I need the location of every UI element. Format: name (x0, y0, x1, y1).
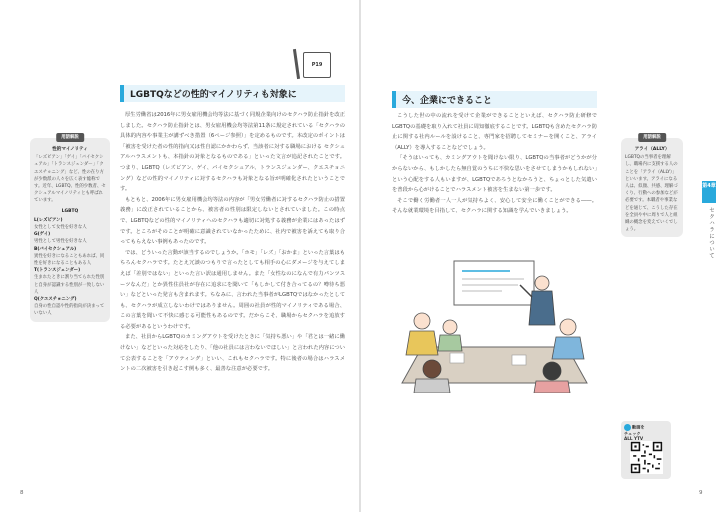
meeting-illustration (392, 255, 597, 393)
glossary-tag: 用語解説 (638, 133, 666, 142)
attendee-figure (543, 362, 561, 380)
attendee-figure (414, 313, 430, 329)
qr-label-3: ALL YTV (624, 436, 644, 441)
left-paragraph: もともと、2006年に男女雇用機会均等法の内容が「男女労働者に対するセクハラ防止の措置義務」に改正されていることから、被害者の性別は限定しないとされていました。この時点で、LGBTQなどの性的マイノリティへのセクハラも適切に対処する義務が企業にはあったはずです。ところがそのことが明確に意識されていなかったために、社内で被害を訴えても取り合ってもらえない事例もあったのです。 (120, 196, 345, 246)
right-paragraph: こうした世の中の流れを受けて企業ができることといえば、セクハラ防止研修でLGBTQの基礎を取り入れて社員に周知徹底することです。LGBTQも含めたセクハラ防止に関する社内ルールを設けること、専門家を招聘してセミナーを開くこと、アライ（ALLY）を導入することなどでしょう。 (392, 113, 597, 151)
page-gutter (359, 0, 361, 512)
page-number-right: 9 (699, 490, 703, 496)
pencil-icon (293, 49, 300, 79)
presenter-figure (535, 276, 549, 290)
page-reference-label: P19 (311, 62, 323, 68)
lgbtq-term: G(ゲイ) (34, 232, 51, 238)
lgbtq-item (34, 217, 106, 231)
right-body-text (392, 111, 597, 217)
lgbtq-heading: LGBTQ (61, 208, 79, 214)
glossary-description: 「レズビアン」「ゲイ」「バイセクシュアル」「トランスジェンダー」「クエスチョニング」など、性の在り方が少数派の人々を広く表す総称です。近年、LGBTQ、性的少数者、セクシュアルマイノリティとも呼ばれています。 (34, 155, 106, 204)
lgbtq-item (34, 267, 106, 296)
glossary-box-sexual-minority (30, 135, 110, 322)
chapter-side-label: セクハラについて (708, 207, 714, 259)
attendee-figure (560, 319, 576, 335)
lgbtq-item (34, 246, 106, 268)
lgbtq-item (34, 231, 106, 245)
video-badge (624, 424, 645, 441)
qr-label-1: 動画を (632, 424, 645, 430)
lgbtq-desc: 女性として女性を好きな人 (34, 225, 87, 231)
glossary-title: 性的マイノリティ (52, 147, 88, 152)
play-icon (624, 424, 631, 431)
glossary-box-ally (621, 135, 683, 237)
lgbtq-desc: 男性として男性を好きな人 (34, 239, 87, 245)
left-paragraph: 厚生労働省は2016年に男女雇用機会均等法に基づく同規企業向けのセクハラ防止指針を改正しました。セクハラ防止指針とは、男女雇用機会均等法第11条に規定されている「セクハラの具体的内容や事業主が講ずべき措置（6ページ参照）」を定めるものです。本改定のポイントは「被害を受けた者の性的指向又は性自認にかかわらず、当該者に対する職場における セクシュアルハラスメントも、本指針の対象となるものである」といった文言が追記されたことです。つまり、LGBTQ（レズビアン、ゲイ、バイセクシュアル、トランスジェンダー、クエスチョニング）などの性的マイノリティに対するセクハラも対象となる旨が明確化されたということです。 (120, 112, 345, 193)
right-section-title-text: 今、企業にできること (402, 96, 493, 106)
attendee-figure (443, 320, 457, 334)
right-paragraph: そこで働く労働者一人一人が気持ちよく、安心して安全に働くことができる――。そんな就業環境を目指して、セクハラに関する知識を学んでいきましょう。 (392, 197, 597, 215)
whiteboard (454, 261, 534, 305)
right-section-title (392, 91, 597, 108)
qr-code-icon[interactable] (630, 441, 663, 474)
lgbtq-term: T(トランスジェンダー) (34, 268, 81, 274)
left-section-title (120, 85, 345, 102)
left-section-title-text: LGBTQなどの性的マイノリティも対象に (130, 90, 297, 100)
right-paragraph: 「そうはいっても、カミングアウトを聞けない限り、LGBTQの当事者がどうかが分からないから、もしかしたら無自覚のうちに不快な思いをさせてしまうかもしれない」という心配をする人もいますが、LGBTQであろうとなかろうと、ちょっとした気遣いを普段から心がけることでハラスメント被害を生まない第一歩です。 (392, 155, 597, 194)
glossary-description: LGBTQの当事者を理解し、職場内に支援する人のことを「アライ（ALLY）」といいます。アライになる人は、似顔、共感、理解づくり、行動への参加などが必要です。本職者や事業などを通じて、こうした存在を全員や中に周りで人と組織の概念を変えていくでしょう。 (625, 155, 678, 233)
left-paragraph: また、社員からLGBTQのカミングアウトを受けたときに「気持ち悪い」や「君とは一緒に働けない」などといった対応をしたり、「他の社員には言わないでほしい」と言われた内容について公表することを「アウティング」といい、これもセクハラです。特に後者の場合はハラスメントの二次被害を引き起こす例も多く、最善な注意が必要です。 (120, 334, 346, 373)
chapter-tab (702, 181, 716, 203)
video-qr-block[interactable] (621, 421, 671, 479)
lgbtq-term: L(レズビアン) (34, 217, 63, 223)
attendee-figure (423, 360, 441, 378)
glossary-tag: 用語解説 (56, 133, 84, 142)
left-body-text (120, 110, 345, 375)
lgbtq-term: B(バイセクシュアル) (34, 246, 77, 252)
chapter-tab-label: 第4章 (702, 183, 716, 189)
book-reference-icon (303, 52, 331, 78)
page-number-left: 8 (20, 490, 24, 496)
lgbtq-term: Q(クエスチョニング) (34, 297, 77, 303)
lgbtq-item (34, 296, 106, 318)
lgbtq-desc: 異性を好きになることもあれば、同性を好きになることもある人 (34, 253, 105, 267)
qr-label-2: チェック (624, 431, 641, 436)
lgbtq-desc: 生まれたときに割り当てられた性別と自身が認識する性別が一致しない人 (34, 275, 105, 295)
glossary-title: アライ（ALLY） (634, 147, 670, 152)
lgbtq-desc: 自身の性自認や性的指向が決まっていない人 (34, 304, 105, 317)
left-paragraph: では、どういった言動が該当するのでしょうか。「ホモ」「レズ」「おかま」といった言葉はもちろんセクハラです。たとえ冗談のつもりで言ったとしても相手の心にダメージを与えてしまえば「差別ではない」といった言い訳は通用しません。また「女性なのになんで有力パンツスーツなんだ」とか異性住員社が存在に追求にを聞いて「もしかして付き合ってるの？噂待ち悪い」などといった発言も含まれます。ちなみに、言われた当事者がLGBTQではなかったとしても、セクハラが成立しないわけではありません。周囲の社員が性的マイノリティである場合、この言葉を聞いて不快に感じる可能性もあるのです。だからこそ、職場からセクハラを追放する必要があるというわけです。 (120, 249, 345, 330)
